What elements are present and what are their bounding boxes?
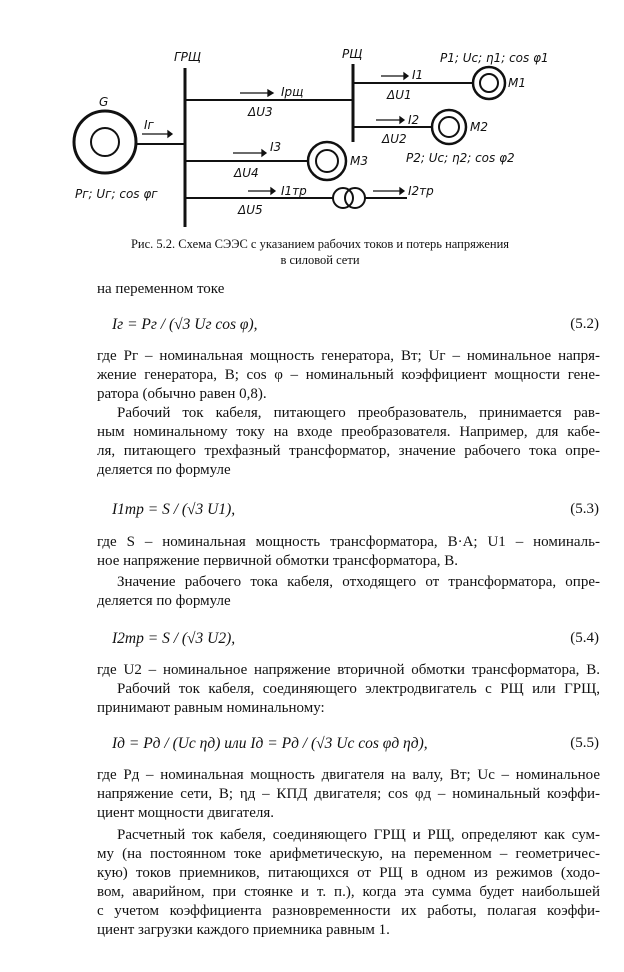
m2-label: M2 bbox=[470, 120, 488, 134]
text-line: деляется по формуле bbox=[97, 593, 231, 609]
formula-5-2: Iг = Pг / (√3 Uг cos φ), bbox=[112, 316, 258, 333]
generator-label: G bbox=[99, 95, 109, 109]
text-line: ля, питающего трехфазный трансформатор, значение рабочего тока опре- bbox=[97, 443, 600, 459]
m3-label: M3 bbox=[350, 154, 368, 168]
text-line: где Pд – номинальная мощность двигателя на валу, Вт; Uc – номинальное bbox=[97, 767, 600, 783]
m2-params: P2; Uc; η2; cos φ2 bbox=[406, 151, 515, 165]
formula-5-3: I1тр = S / (√3 U1), bbox=[112, 501, 236, 518]
generator-symbol bbox=[74, 111, 136, 173]
text-line: ным номинальному току на входе преобразователя. Например, для кабе- bbox=[97, 424, 600, 440]
motor-m3-symbol bbox=[308, 142, 346, 180]
generator-params: Pг; Uг; cos φг bbox=[75, 187, 158, 201]
du4-label: ΔU4 bbox=[234, 166, 259, 180]
text-line: ратора (обычно равен 0,8). bbox=[97, 386, 267, 402]
caption-line: в силовой сети bbox=[280, 253, 360, 267]
du5-label: ΔU5 bbox=[238, 203, 263, 217]
rsh-label: РЩ bbox=[342, 47, 363, 61]
equation-number: (5.2) bbox=[570, 316, 599, 332]
text-line: деляется по формуле bbox=[97, 462, 231, 478]
i1-label: I1 bbox=[412, 68, 424, 82]
text-line: циент мощности двигателя. bbox=[97, 805, 274, 821]
motor-m1-symbol bbox=[473, 67, 505, 99]
text-line: напряжение сети, В; ηд – КПД двигателя; cos φд – номинальный коэффи- bbox=[97, 786, 600, 802]
equation-number: (5.5) bbox=[570, 735, 599, 751]
equation-number: (5.4) bbox=[570, 630, 599, 646]
equation-number: (5.3) bbox=[570, 501, 599, 517]
formula-5-4: I2тр = S / (√3 U2), bbox=[112, 630, 236, 647]
text-line: Значение рабочего тока кабеля, отходящего от трансформатора, опре- bbox=[117, 574, 600, 590]
caption-line: Рис. 5.2. Схема СЭЭС с указанием рабочих токов и потерь напряжения bbox=[130, 237, 510, 251]
text-line: кую) токов приемников, питающихся от РЩ в одном из режимов (ходо- bbox=[97, 865, 600, 881]
text-line: Рабочий ток кабеля, соединяющего электродвигатель с РЩ или ГРЩ, bbox=[117, 681, 600, 697]
irsh-label: Iрщ bbox=[281, 85, 304, 99]
text-line: с учетом коэффициента разновременности их работы, полагая коэффи- bbox=[97, 903, 600, 919]
text-line: на переменном токе bbox=[97, 281, 225, 297]
motor-m2-symbol bbox=[432, 110, 466, 144]
text-line: му (на постоянном токе арифметическую, на переменном – геометричес- bbox=[97, 846, 600, 862]
text-line: ное напряжение первичной обмотки трансформатора, В. bbox=[97, 553, 459, 569]
du1-label: ΔU1 bbox=[387, 88, 412, 102]
i1tr-label: I1тр bbox=[281, 184, 307, 198]
text-line: принимают равным номинальному: bbox=[97, 700, 325, 716]
text-line: где Pг – номинальная мощность генератора, Вт; Uг – номинальное напря- bbox=[97, 348, 600, 364]
i2tr-label: I2тр bbox=[408, 184, 434, 198]
figure-caption bbox=[60, 236, 580, 268]
text-line: где S – номинальная мощность трансформатора, В·А; U1 – номиналь- bbox=[97, 534, 600, 550]
transformer-symbol bbox=[333, 188, 353, 208]
m1-params: P1; Uc; η1; cos φ1 bbox=[440, 51, 549, 65]
m1-label: M1 bbox=[508, 76, 526, 90]
formula-5-5: Iд = Pд / (Uc ηд) или Iд = Pд / (√3 Uc cos φд ηд), bbox=[112, 735, 428, 752]
i2-label: I2 bbox=[408, 113, 420, 127]
grsh-label: ГРЩ bbox=[174, 50, 202, 64]
ig-label: Iг bbox=[144, 118, 154, 132]
text-line: Рабочий ток кабеля, питающего преобразователь, принимается рав- bbox=[117, 405, 600, 421]
power-system-diagram bbox=[0, 0, 624, 240]
text-line: где U2 – номинальное напряжение вторичной обмотки трансформатора, В. bbox=[97, 662, 600, 678]
i3-label: I3 bbox=[270, 140, 282, 154]
text-line: вом, аварийном, при стоянке и т. п.), когда эта сумма будет наибольшей bbox=[97, 884, 600, 900]
du3-label: ΔU3 bbox=[248, 105, 273, 119]
du2-label: ΔU2 bbox=[382, 132, 407, 146]
text-line: циент загрузки каждого приемника равным 1. bbox=[97, 922, 390, 938]
text-line: Расчетный ток кабеля, соединяющего ГРЩ и РЩ, определяют как сум- bbox=[117, 827, 600, 843]
text-line: жение генератора, В; cos φ – номинальный коэффициент мощности гене- bbox=[97, 367, 600, 383]
